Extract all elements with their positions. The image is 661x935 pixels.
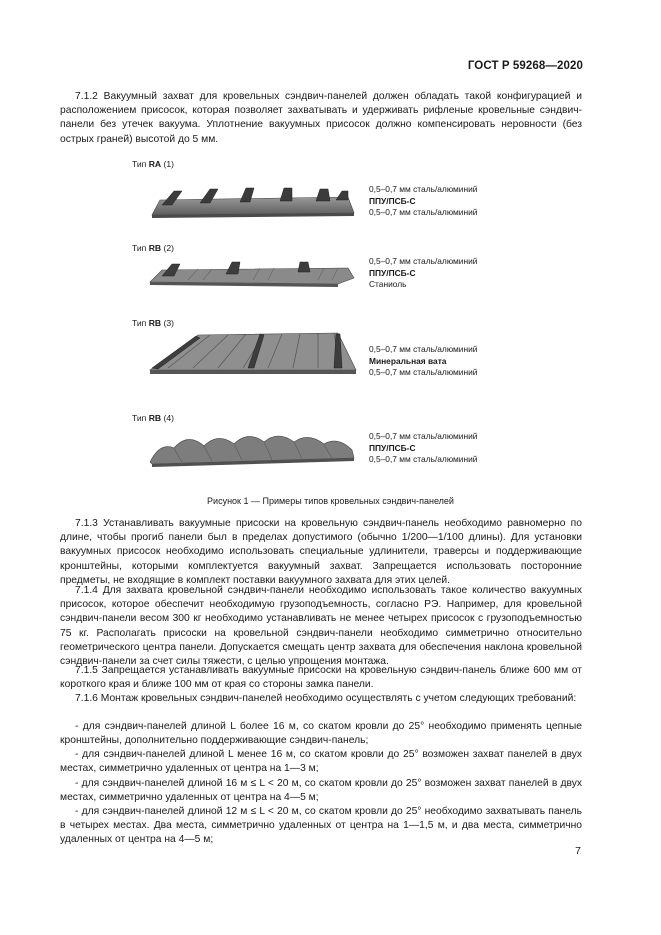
panel-illustration-rb3 <box>148 330 358 375</box>
layers-type-3: 0,5–0,7 мм сталь/алюминий Минеральная вата 0,5–0,7 мм сталь/алюминий <box>369 344 478 378</box>
layers-type-1: 0,5–0,7 мм сталь/алюминий ППУ/ПСБ-С 0,5–0,7 мм сталь/алюминий <box>369 184 478 218</box>
paragraph-7-1-6: 7.1.6 Монтаж кровельных сэндвич-панелей необходимо осуществлять с учетом следующих требований: <box>75 693 577 704</box>
list-item: - для сэндвич-панелей длиной 12 м ≤ L < 20 м, со скатом кровли до 25° необходимо захватывать панель в четырех местах. Два места, симметрично удаленных от центра на 1—1,5 м, и два места, симметрично удаленных от центра на 4—5 м; <box>60 806 582 846</box>
layers-type-2: 0,5–0,7 мм сталь/алюминий ППУ/ПСБ-С Станиоль <box>369 256 478 290</box>
figure-type-label: Тип RB (2) <box>132 243 175 253</box>
paragraph-7-1-4: 7.1.4 Для захвата кровельной сэндвич-панели необходимо использовать такое количество вакуумных присосок, которое обеспечит необходимую грузоподъемность, согласно РЭ. Например, для кровельной сэндвич-панели весом 300 кг необходимо устанавливать не менее четырех присосок с грузоподъемностью 75 кг. Располагать присоски на кровельной сэндвич-панели необходимо симметрично относительно геометрического центра панели. Допускается смещать центр захвата для обеспечения наклона кровельной сэндвич-панели за счет силы тяжести, с целью упрощения монтажа. <box>60 585 582 668</box>
paragraph-7-1-2: 7.1.2 Вакуумный захват для кровельных сэндвич-панелей должен обладать такой конфигурацией и расположением присосок, которая позволяет захватывать и удерживать рифленые кровельные сэндвич-панели без утечек вакуума. Уплотнение вакуумных присосок должно компенсировать неровности (без острых граней) высотой до 5 мм. <box>60 91 582 145</box>
panel-illustration-ra <box>148 183 358 219</box>
figure-type-label: Тип RB (3) <box>132 318 175 328</box>
panel-illustration-rb2 <box>148 258 358 290</box>
layers-type-4: 0,5–0,7 мм сталь/алюминий ППУ/ПСБ-С 0,5–0,7 мм сталь/алюминий <box>369 431 478 465</box>
figure-caption: Рисунок 1 — Примеры типов кровельных сэндвич-панелей <box>207 496 454 506</box>
list-item: - для сэндвич-панелей длиной 16 м ≤ L < 20 м, со скатом кровли до 25° возможен захват панелей в двух местах, симметрично удаленных от центра на 4—5 м; <box>60 778 582 804</box>
paragraph-7-1-5: 7.1.5 Запрещается устанавливать вакуумные присоски на кровельную сэндвич-панель ближе 600 мм от короткого края и ближе 100 мм от края со стороны замка панели. <box>60 665 582 691</box>
page-number: 7 <box>575 845 581 857</box>
paragraph-7-1-3: 7.1.3 Устанавливать вакуумные присоски на кровельную сэндвич-панель необходимо равномерно по длине, чтобы прогиб панели был в пределах допустимого (обычно 1/200—1/100 длины). Для установки вакуумных присосок необходимо использовать специальные удлинители, траверсы и поддерживающие кронштейны, которыми комплектуется вакуумный захват. Запрещается использовать посторонние предметы, не входящие в комплект поставки вакуумного захвата для этих целей. <box>60 518 582 586</box>
panel-illustration-rb4 <box>148 428 358 468</box>
standard-header: ГОСТ Р 59268—2020 <box>467 60 583 72</box>
list-item: - для сэндвич-панелей длиной L более 16 м, со скатом кровли до 25° необходимо применять цепные кронштейны, дополнительно поддерживающие сэндвич-панель; <box>60 721 582 747</box>
figure-type-label: Тип RA (1) <box>132 159 175 169</box>
figure-type-label: Тип RB (4) <box>132 413 175 423</box>
list-item: - для сэндвич-панелей длиной L менее 16 м, со скатом кровли до 25° возможен захват панелей в двух местах, симметрично удаленных от центра на 1—3 м; <box>60 749 582 775</box>
